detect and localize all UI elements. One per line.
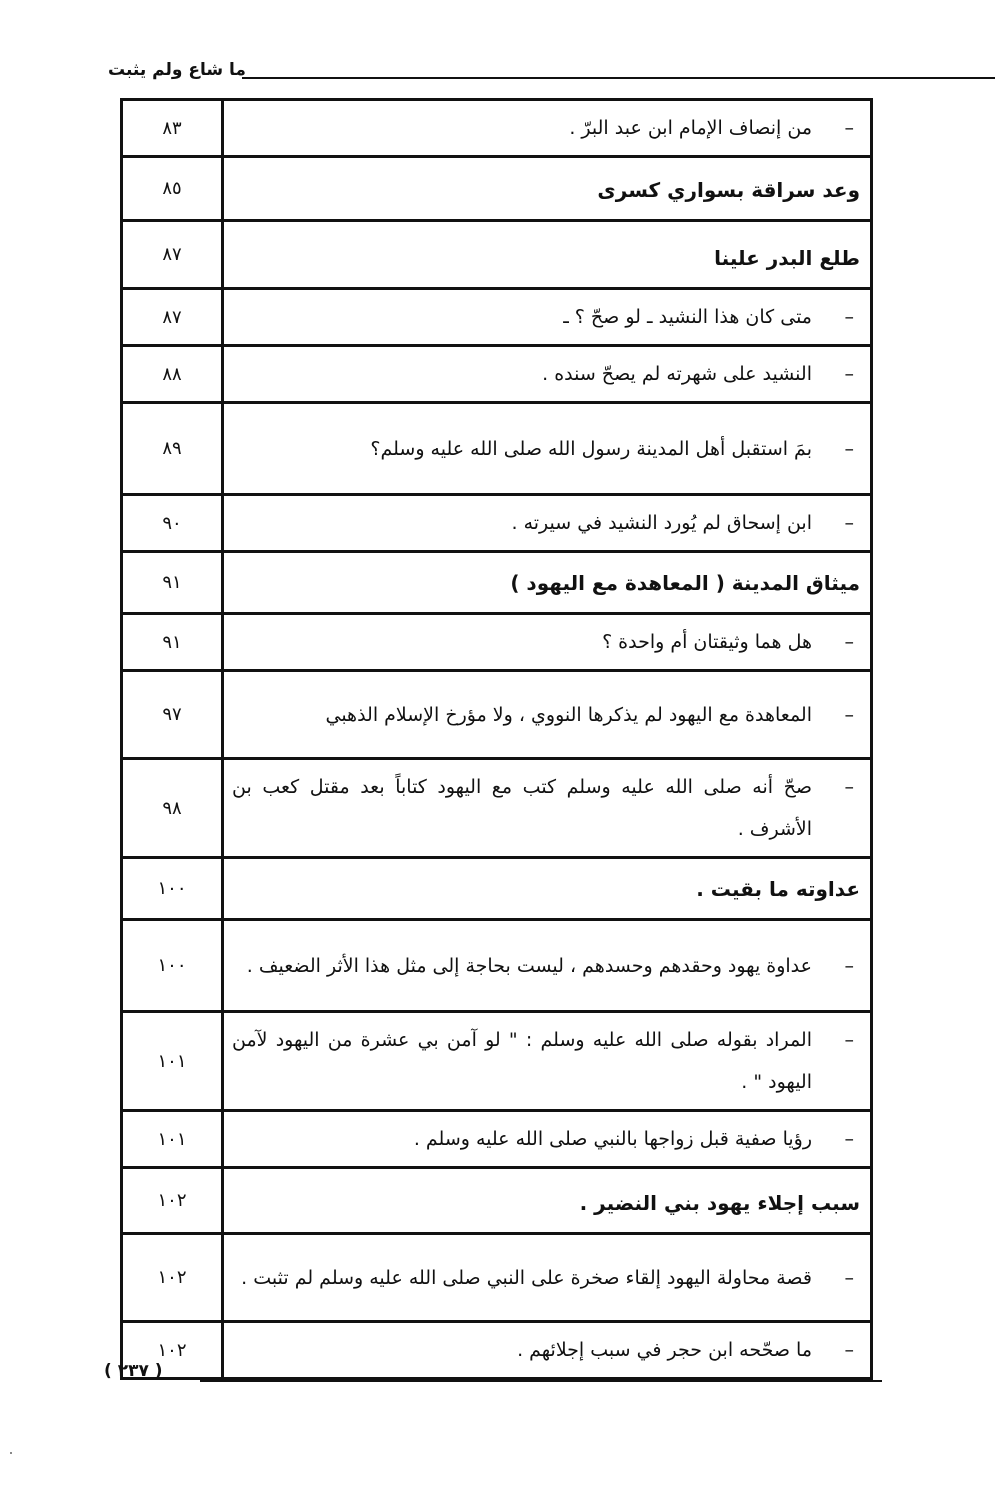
table-row: [122, 1234, 872, 1322]
entry-text: المعاهدة مع اليهود لم يذكرها النووي ، ولا مؤرخ الإسلام الذهبي: [325, 703, 812, 726]
entry-text: من إنصاف الإمام ابن عبد البرّ .: [569, 117, 812, 139]
page-number-cell: ٩١: [122, 614, 223, 671]
entry-cell: [223, 495, 872, 552]
entry-text: متى كان هذا النشيد ـ لو صحّ ؟ ـ: [563, 306, 812, 328]
entry-cell: [223, 403, 872, 495]
section-heading-cell: وعد سراقة بسواري كسرى: [223, 157, 872, 221]
entry-cell: [223, 614, 872, 671]
entry-text: عداوة يهود وحقدهم وحسدهم ، ليست بحاجة إلى مثل هذا الأثر الضعيف .: [246, 954, 812, 977]
entry-cell: [223, 671, 872, 759]
table-row: [122, 495, 872, 552]
page-number-cell: ٨٨: [122, 346, 223, 403]
dash-marker: –: [844, 363, 854, 385]
dash-marker: –: [844, 703, 854, 726]
table-row: [122, 1012, 872, 1111]
table-row: [122, 759, 872, 858]
contents-table: [120, 98, 873, 1380]
footer-rule: [200, 1380, 882, 1382]
entry-text: ما صحّحه ابن حجر في سبب إجلائهم .: [517, 1339, 812, 1361]
dash-marker: –: [844, 1029, 854, 1051]
table-row: [122, 920, 872, 1012]
dash-marker: –: [844, 954, 854, 977]
entry-cell: [223, 759, 872, 858]
page-number-cell: ١٠٢: [122, 1322, 223, 1379]
table-row: [122, 671, 872, 759]
page-number-cell: ٩١: [122, 552, 223, 614]
entry-text: صحّ أنه صلى الله عليه وسلم كتب مع اليهود كتاباً بعد مقتل كعب بن الأشرف .: [232, 776, 812, 840]
entry-cell: [223, 920, 872, 1012]
table-row: [122, 552, 872, 614]
entry-cell: [223, 1111, 872, 1168]
entry-text: ابن إسحاق لم يُورد النشيد في سيرته .: [511, 512, 812, 534]
entry-text: قصة محاولة اليهود إلقاء صخرة على النبي صلى الله عليه وسلم لم تثبت .: [241, 1266, 812, 1289]
table-row: [122, 614, 872, 671]
table-row: [122, 403, 872, 495]
page-number-cell: ٨٧: [122, 221, 223, 289]
page-number-cell: ٨٩: [122, 403, 223, 495]
page-number-cell: ٩٨: [122, 759, 223, 858]
dash-marker: –: [844, 1128, 854, 1150]
section-heading-cell: طلع البدر علينا: [223, 221, 872, 289]
section-heading-cell: سبب إجلاء يهود بني النضير .: [223, 1168, 872, 1234]
table-row: [122, 858, 872, 920]
page-number-cell: ١٠١: [122, 1012, 223, 1111]
dash-marker: –: [844, 117, 854, 139]
dash-marker: –: [844, 631, 854, 653]
section-heading-cell: عداوته ما بقيت .: [223, 858, 872, 920]
page-number-cell: ١٠٢: [122, 1234, 223, 1322]
page-number-cell: ٩٧: [122, 671, 223, 759]
entry-cell: [223, 100, 872, 157]
page-number-cell: ١٠٢: [122, 1168, 223, 1234]
entry-text: هل هما وثيقتان أم واحدة ؟: [602, 631, 812, 653]
table-row: [122, 346, 872, 403]
table-row: [122, 289, 872, 346]
page-number-cell: ٨٧: [122, 289, 223, 346]
page-number-cell: ١٠٠: [122, 858, 223, 920]
section-heading-cell: ميثاق المدينة ( المعاهدة مع اليهود ): [223, 552, 872, 614]
dash-marker: –: [844, 512, 854, 534]
page-number-cell: ١٠٠: [122, 920, 223, 1012]
dash-marker: –: [844, 776, 854, 798]
page-number-cell: ٨٥: [122, 157, 223, 221]
page-number: ( ٢٣٧ ): [104, 1361, 163, 1381]
dash-marker: –: [844, 1339, 854, 1361]
entry-cell: [223, 1322, 872, 1379]
table-row: [122, 157, 872, 221]
header-rule: [242, 77, 995, 79]
table-row: [122, 1168, 872, 1234]
entry-text: رؤيا صفية قبل زواجها بالنبي صلى الله عليه وسلم .: [413, 1128, 812, 1150]
table-row: [122, 1111, 872, 1168]
running-title: ما شاع ولم يثبت: [108, 60, 246, 80]
entry-text: النشيد على شهرته لم يصحّ سنده .: [542, 363, 812, 385]
page-number-cell: ٩٠: [122, 495, 223, 552]
table-row: [122, 221, 872, 289]
entry-text: المراد بقوله صلى الله عليه وسلم : " لو آمن بي عشرة من اليهود لآمن اليهود " .: [232, 1029, 812, 1093]
entry-cell: [223, 346, 872, 403]
table-row: [122, 100, 872, 157]
page-number-cell: ٨٣: [122, 100, 223, 157]
entry-text: بمَ استقبل أهل المدينة رسول الله صلى الله عليه وسلم؟: [370, 437, 812, 460]
dash-marker: –: [844, 437, 854, 460]
dash-marker: –: [844, 306, 854, 328]
page-number-cell: ١٠١: [122, 1111, 223, 1168]
table-row: [122, 1322, 872, 1379]
entry-cell: [223, 289, 872, 346]
entry-cell: [223, 1234, 872, 1322]
entry-cell: [223, 1012, 872, 1111]
dash-marker: –: [844, 1266, 854, 1289]
scan-speck: [10, 1452, 12, 1454]
